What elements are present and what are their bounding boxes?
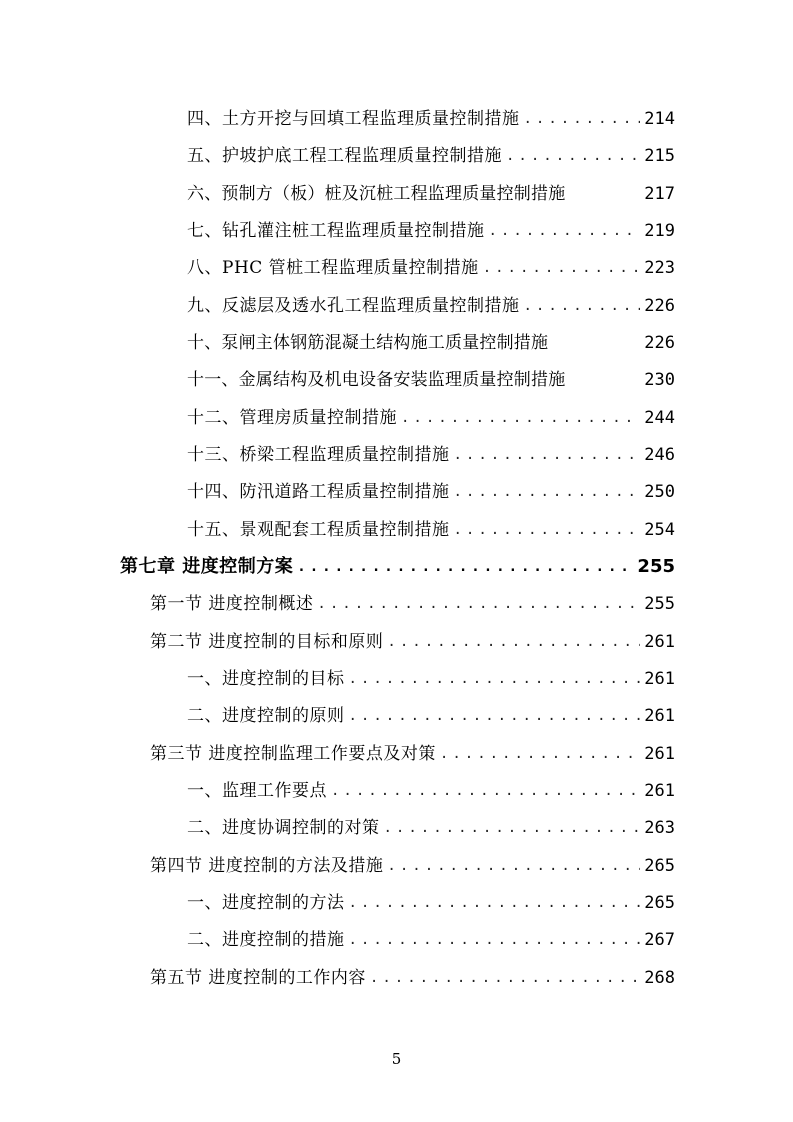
toc-entry[interactable] <box>187 181 675 207</box>
toc-section-entry[interactable] <box>150 591 675 617</box>
toc-entry-title: 十五、景观配套工程质量控制措施 <box>187 520 450 540</box>
toc-entry-page: 255 <box>637 556 675 577</box>
toc-entry-title: 第五节 进度控制的工作内容 <box>150 968 366 988</box>
toc-entry-page: 250 <box>644 482 675 502</box>
toc-entry-page: 261 <box>644 632 675 652</box>
dot-leader <box>489 218 641 244</box>
toc-entry-title: 六、预制方（板）桩及沉桩工程监理质量控制措施 <box>187 184 566 204</box>
toc-entry-page: 230 <box>644 370 675 390</box>
toc-entry-title: 一、进度控制的方法 <box>187 893 345 913</box>
toc-entry-title: 十一、金属结构及机电设备安装监理质量控制措施 <box>187 370 566 390</box>
toc-entry-page: 267 <box>644 930 675 950</box>
toc-entry-page: 246 <box>644 445 675 465</box>
toc-entry[interactable] <box>187 442 675 468</box>
toc-entry-title: 第三节 进度控制监理工作要点及对策 <box>150 744 436 764</box>
toc-entry-title: 七、钻孔灌注桩工程监理质量控制措施 <box>187 221 485 241</box>
toc-entry-title: 十、泵闸主体钢筋混凝土结构施工质量控制措施 <box>187 333 549 353</box>
toc-entry-page: 261 <box>644 781 675 801</box>
toc-entry[interactable] <box>187 106 675 132</box>
page-number: 5 <box>391 1050 402 1068</box>
toc-entry-page: 219 <box>644 221 675 241</box>
toc-entry-title: 九、反滤层及透水孔工程监理质量控制措施 <box>187 296 520 316</box>
dot-leader <box>331 778 640 804</box>
toc-entry-title: 二、进度控制的原则 <box>187 706 345 726</box>
toc-entry-title: 十三、桥梁工程监理质量控制措施 <box>187 445 450 465</box>
toc-entry-title: 第四节 进度控制的方法及措施 <box>150 856 384 876</box>
dot-leader <box>297 554 633 580</box>
toc-entry-page: 214 <box>644 109 675 129</box>
dot-leader <box>401 405 640 431</box>
toc-entry-title: 第二节 进度控制的目标和原则 <box>150 632 384 652</box>
toc-entry-page: 261 <box>644 669 675 689</box>
dot-leader <box>524 106 641 132</box>
dot-leader <box>317 591 640 617</box>
toc-entry[interactable] <box>187 218 675 244</box>
toc-entry-page: 263 <box>644 818 675 838</box>
toc-chapter-entry[interactable] <box>120 554 675 580</box>
dot-leader <box>349 666 641 692</box>
toc-entry[interactable] <box>187 255 675 281</box>
toc-entry[interactable] <box>187 330 675 356</box>
toc-entry[interactable] <box>187 703 675 729</box>
toc-entry[interactable] <box>187 479 675 505</box>
dot-leader <box>349 703 641 729</box>
dot-leader <box>506 143 640 169</box>
toc-entry-page: 226 <box>644 296 675 316</box>
toc-entry[interactable] <box>187 927 675 953</box>
toc-entry-page: 244 <box>644 408 675 428</box>
toc-entry-title: 八、PHC 管桩工程监理质量控制措施 <box>187 258 479 278</box>
toc-entry-title: 二、进度控制的措施 <box>187 930 345 950</box>
dot-leader <box>483 255 641 281</box>
dot-leader <box>387 853 640 879</box>
dot-leader <box>454 517 641 543</box>
toc-entry-page: 255 <box>644 594 675 614</box>
toc-section-entry[interactable] <box>150 629 675 655</box>
dot-leader <box>454 442 641 468</box>
toc-entry[interactable] <box>187 293 675 319</box>
toc-entry-page: 261 <box>644 744 675 764</box>
toc-entry[interactable] <box>187 405 675 431</box>
toc-section-entry[interactable] <box>150 965 675 991</box>
toc-entry[interactable] <box>187 666 675 692</box>
dot-leader <box>524 293 641 319</box>
toc-entry-title: 一、监理工作要点 <box>187 781 327 801</box>
toc-entry-page: 265 <box>644 893 675 913</box>
dot-leader <box>440 741 640 767</box>
toc-entry-title: 十四、防汛道路工程质量控制措施 <box>187 482 450 502</box>
toc-entry-title: 五、护坡护底工程工程监理质量控制措施 <box>187 146 502 166</box>
toc-entry-title: 第一节 进度控制概述 <box>150 594 314 614</box>
toc-entry-page: 226 <box>644 333 675 353</box>
toc-entry[interactable] <box>187 778 675 804</box>
dot-leader <box>349 890 641 916</box>
dot-leader <box>349 927 641 953</box>
toc-entry-title: 一、进度控制的目标 <box>187 669 345 689</box>
toc-entry-page: 268 <box>644 968 675 988</box>
toc-entry-title: 二、进度协调控制的对策 <box>187 818 380 838</box>
toc-entry-title: 第七章 进度控制方案 <box>120 556 294 577</box>
dot-leader <box>370 965 640 991</box>
toc-entry-page: 215 <box>644 146 675 166</box>
toc-entry-page: 261 <box>644 706 675 726</box>
toc-entry[interactable] <box>187 815 675 841</box>
toc-entry-page: 254 <box>644 520 675 540</box>
toc-entry-page: 223 <box>644 258 675 278</box>
toc-entry[interactable] <box>187 517 675 543</box>
toc-entry-title: 四、土方开挖与回填工程监理质量控制措施 <box>187 109 520 129</box>
dot-leader <box>384 815 641 841</box>
toc-entry-title: 十二、管理房质量控制措施 <box>187 408 397 428</box>
toc-section-entry[interactable] <box>150 853 675 879</box>
toc-section-entry[interactable] <box>150 741 675 767</box>
dot-leader <box>387 629 640 655</box>
dot-leader <box>454 479 641 505</box>
toc-entry[interactable] <box>187 143 675 169</box>
toc-entry[interactable] <box>187 367 675 393</box>
toc-entry-page: 265 <box>644 856 675 876</box>
toc-entry-page: 217 <box>644 184 675 204</box>
toc-entry[interactable] <box>187 890 675 916</box>
